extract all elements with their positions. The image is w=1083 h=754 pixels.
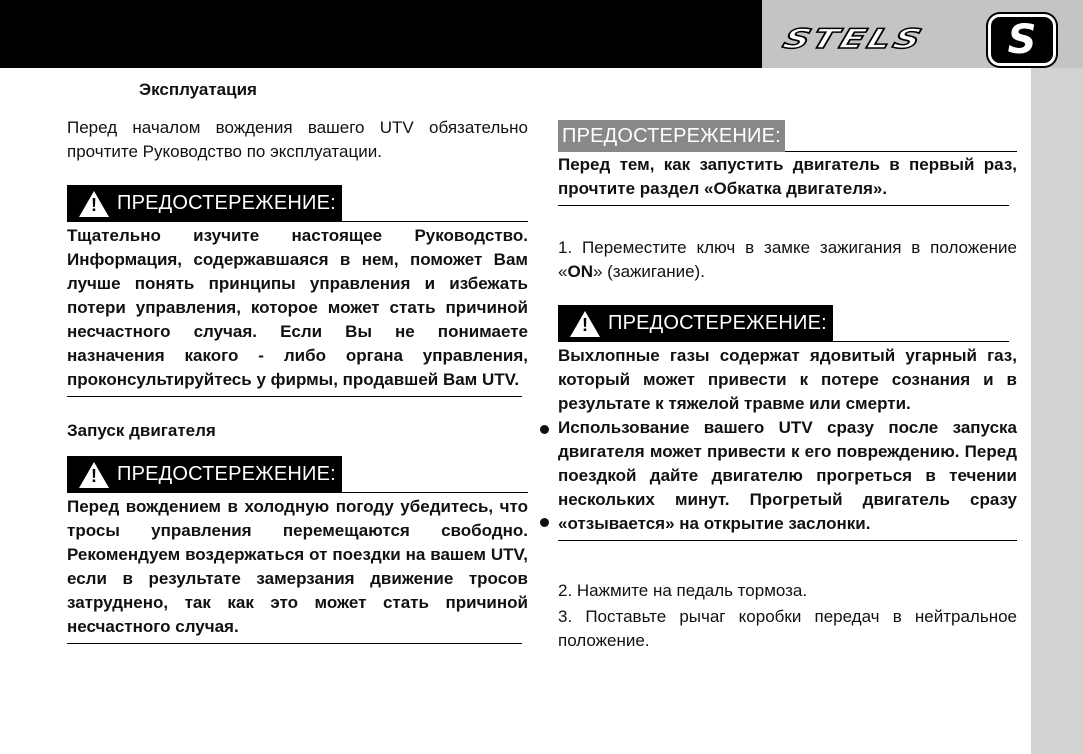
warning-text-manual: Тщательно изучите настоящее Руководство. Информация, содержавшаяся в нем, поможет Вам лучше понять принципы управления и избежать потери управления, которое может стать причиной несчастного случая. Если Вы не понимаете назначения какого - либо органа управления, проконсультируйтесь у фирмы, продавшей Вам UTV. <box>67 226 528 389</box>
side-strip <box>1031 68 1083 754</box>
warning-end-rule <box>67 396 522 397</box>
warning-text-cold-weather: Перед вождением в холодную погоду убедитесь, что тросы управления перемещаются свободно. Рекомендуем воздержаться от поездки на вашем UTV, если в результате замерзания движение тросов затруднено, так как это может стать причиной несчастного случая. <box>67 497 528 636</box>
warning-text-break-in: Перед тем, как запустить двигатель в первый раз, прочтите раздел «Обкатка двигателя». <box>558 155 1017 198</box>
warning-rule <box>342 492 528 493</box>
warning-end-rule <box>558 205 1009 206</box>
warning-label-box <box>67 185 342 222</box>
section-title-engine-start: Запуск двигателя <box>67 421 216 440</box>
brand-logo-text: STELS <box>779 24 928 55</box>
step-3: 3. Поставьте рычаг коробки передач в нейтральное положение. <box>558 607 1017 650</box>
warning-triangle-icon: ! <box>79 462 109 488</box>
header-bar <box>0 0 762 68</box>
right-column <box>558 108 1017 653</box>
step-1-on: ON <box>567 262 593 281</box>
step-2: 2. Нажмите на педаль тормоза. <box>558 581 808 600</box>
warning-text-warmup: Использование вашего UTV сразу после запуска двигателя может привести к его повреждению. Перед поездкой дайте двигателю прогреться в течении нескольких минут. Прогретый двигатель сразу «отзывается» на открытие заслонки. <box>558 418 1017 533</box>
brand-logo-badge: S <box>988 14 1056 66</box>
warning-header <box>558 304 1017 342</box>
warning-end-rule <box>67 643 522 644</box>
warning-label-box <box>558 120 785 152</box>
step-1-text: 1. Переместите ключ в замке зажигания в положение « <box>558 238 1017 281</box>
left-column <box>67 80 528 644</box>
warning-rule <box>833 341 1009 342</box>
step-1 <box>558 236 1017 284</box>
warning-end-rule <box>558 540 1017 541</box>
section-title-operation: Эксплуатация <box>139 80 257 99</box>
warning-triangle-icon: ! <box>79 191 109 217</box>
warning-label: ПРЕДОСТЕРЕЖЕНИЕ: <box>117 463 336 485</box>
bullet-dot-icon <box>540 518 549 527</box>
warning-label: ПРЕДОСТЕРЕЖЕНИЕ: <box>608 312 827 334</box>
warning-header <box>67 184 528 222</box>
intro-paragraph: Перед началом вождения вашего UTV обязательно прочтите Руководство по эксплуатации. <box>67 118 528 161</box>
warning-rule <box>342 221 528 222</box>
warning-header <box>67 455 528 493</box>
bullet-dot-icon <box>540 425 549 434</box>
warning-rule <box>785 151 1017 152</box>
warning-triangle-icon: ! <box>570 311 600 337</box>
warning-label: ПРЕДОСТЕРЕЖЕНИЕ: <box>562 124 781 147</box>
warning-label-box <box>67 456 342 493</box>
warning-label-box <box>558 305 833 342</box>
step-1-tail: » (зажигание). <box>592 262 705 281</box>
warning-label: ПРЕДОСТЕРЕЖЕНИЕ: <box>117 192 336 214</box>
warning-header <box>558 108 1017 152</box>
warning-text-exhaust: Выхлопные газы содержат ядовитый угарный газ, который может привести к потере сознания и в результате к тяжелой травме или смерти. <box>558 346 1017 413</box>
